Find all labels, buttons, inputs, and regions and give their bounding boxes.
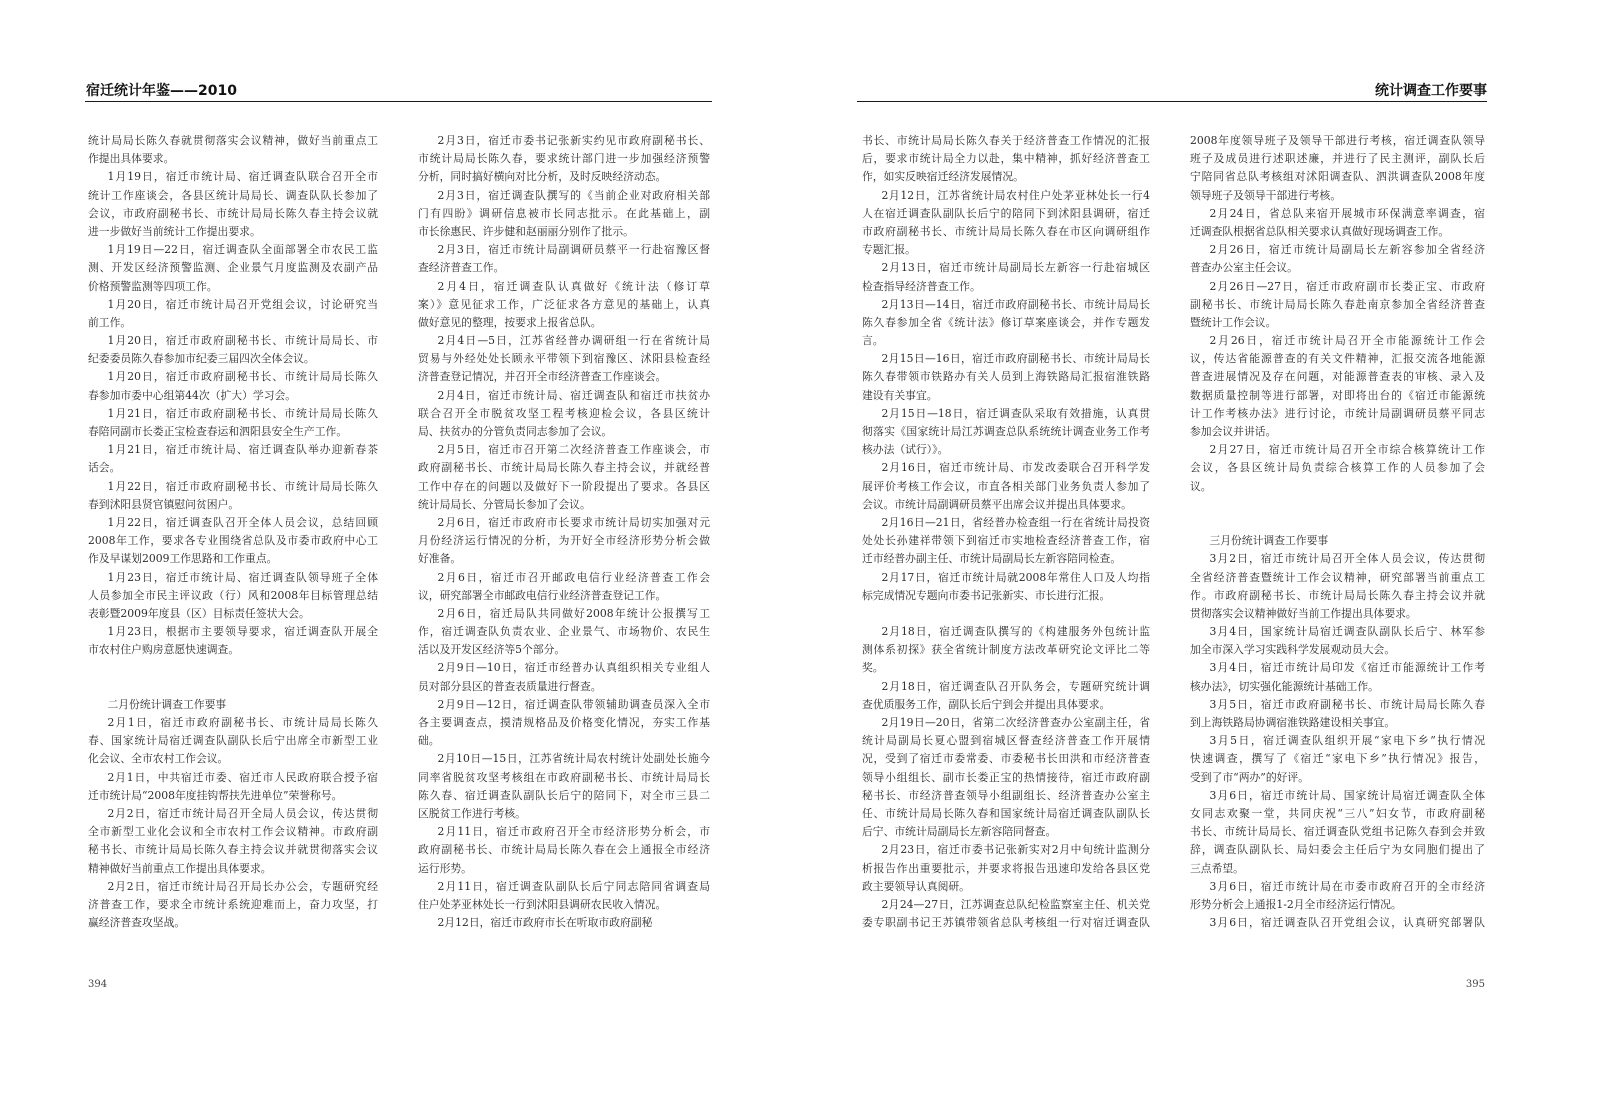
text-line: 2月15日—18日，宿迁调查队采取有效措施，认真贯 bbox=[881, 406, 1150, 420]
text-line: 门有四盼》调研信息被市长同志批示。在此基础上，副 bbox=[418, 206, 710, 220]
text-line: 1月22日，宿迁调查队召开全体人员会议，总结回顾 bbox=[107, 515, 378, 529]
paragraph bbox=[1190, 659, 1485, 695]
text-line: 政主要领导认真阅研。 bbox=[862, 879, 970, 893]
paragraph bbox=[418, 514, 710, 569]
paragraph bbox=[862, 569, 1150, 605]
text-line: 2月4日—5日，江苏省经普办调研组一行在省统计局 bbox=[437, 334, 710, 348]
paragraph bbox=[88, 441, 378, 477]
text-line: 2月6日，宿迁局队共同做好2008年统计公报撰写工 bbox=[437, 606, 710, 620]
text-line: 核办法（试行）》。 bbox=[862, 443, 949, 457]
text-line: 2月23日，宿迁市委书记张新实对2月中旬统计监测分 bbox=[881, 843, 1150, 857]
text-line: 2月15日—16日，宿迁市政府副秘书长、市统计局局长 bbox=[881, 352, 1150, 366]
paragraph bbox=[88, 296, 378, 332]
text-line: 2月11日，宿迁调查队副队长后宁同志陪同省调查局 bbox=[437, 879, 710, 893]
paragraph bbox=[418, 914, 710, 932]
text-line: 陈久春带领市铁路办有关人员到上海铁路局汇报宿淮铁路 bbox=[862, 370, 1150, 384]
text-column-right bbox=[1190, 132, 1485, 932]
page-number: 395 bbox=[1465, 979, 1485, 990]
page-number: 394 bbox=[88, 979, 108, 990]
text-line: 政府副秘书长、市统计局局长陈久春主持会议，并就经普 bbox=[418, 461, 710, 475]
text-line: 联合召开全市脱贫攻坚工程考核迎检会议，各县区统计 bbox=[418, 406, 710, 420]
text-line: 2月1日，宿迁市政府副秘书长、市统计局局长陈久 bbox=[107, 716, 378, 730]
text-line: 1月20日，宿迁市统计局召开党组会议，讨论研究当 bbox=[107, 297, 378, 311]
text-line: 活以及开发区经济等5个部分。 bbox=[418, 643, 566, 657]
text-line: 分析，同时搞好横向对比分析，及时反映经济动态。 bbox=[418, 170, 667, 184]
text-line: 议。 bbox=[1190, 479, 1212, 493]
text-line: 3月5日，宿迁调查队组织开展“家电下乡”执行情况 bbox=[1209, 734, 1485, 748]
text-line: 3月2日，宿迁市统计局召开全体人员会议，传达贯彻 bbox=[1209, 552, 1485, 566]
paragraph bbox=[88, 368, 378, 404]
paragraph bbox=[1190, 205, 1485, 241]
paragraph bbox=[1190, 787, 1485, 878]
text-column-left bbox=[862, 132, 1150, 932]
text-line: 好准备。 bbox=[418, 552, 462, 566]
paragraph bbox=[418, 241, 710, 277]
text-line: 员对部分县区的普查表质量进行督查。 bbox=[418, 679, 602, 693]
paragraph bbox=[1190, 278, 1485, 333]
text-line: 春、国家统计局宿迁调查队副队长后宁出席全市新型工业 bbox=[88, 734, 378, 748]
text-line: 奖。 bbox=[862, 661, 884, 675]
text-line: 2月4日，宿迁调查队认真做好《统计法（修订草 bbox=[437, 279, 710, 293]
text-line: 2月10日—15日，江苏省统计局农村统计处副处长施今 bbox=[437, 752, 710, 766]
paragraph bbox=[862, 678, 1150, 714]
text-line: 2月16日—21日，省经普办检查组一行在省统计局投资 bbox=[881, 515, 1150, 529]
paragraph bbox=[418, 605, 710, 660]
text-line: 2月3日，宿迁市统计局副调研员蔡平一行赴宿豫区督 bbox=[437, 243, 710, 257]
paragraph bbox=[418, 750, 710, 823]
text-line: 副秘书长、市统计局局长陈久春赴南京参加全省经济普查 bbox=[1190, 297, 1485, 311]
text-line: 1月20日，宿迁市政府副秘书长、市统计局局长陈久 bbox=[107, 370, 378, 384]
text-line: 春参加市委中心组第44次（扩大）学习会。 bbox=[88, 388, 297, 402]
text-line: 住户处茅亚林处长一行到沭阳县调研农民收入情况。 bbox=[418, 897, 667, 911]
text-line: 3月6日，宿迁市统计局、国家统计局宿迁调查队全体 bbox=[1209, 788, 1485, 802]
paragraph bbox=[1190, 550, 1485, 623]
text-line: 济普查登记情况，并召开全市经济普查工作座谈会。 bbox=[418, 370, 667, 384]
paragraph bbox=[88, 805, 378, 878]
text-line: 各主要调查点，摸清规格品及价格变化情况，夯实工作基 bbox=[418, 716, 710, 729]
text-line: 2月6日，宿迁市召开邮政电信行业经济普查工作会 bbox=[437, 570, 710, 584]
paragraph bbox=[1190, 878, 1485, 914]
text-line: 领导小组组长、副市长娄正宝的热情接待，宿迁市政府副 bbox=[862, 770, 1150, 784]
text-line: 春到沭阳县贤官镇慰问贫困户。 bbox=[88, 497, 240, 511]
text-line: 政府副秘书长、市统计局局长陈久春在会上通报全市经济 bbox=[418, 843, 710, 857]
paragraph bbox=[418, 696, 710, 751]
text-line: 1月21日，宿迁市统计局、宿迁调查队举办迎新春茶 bbox=[107, 443, 378, 457]
paragraph bbox=[88, 514, 378, 569]
right-page bbox=[804, 0, 1609, 1099]
text-line: 形势分析会上通报1-2月全市经济运行情况。 bbox=[1190, 897, 1402, 911]
text-line: 局、扶贫办的分管负责同志参加了会议。 bbox=[418, 425, 613, 438]
text-line: 统计工作座谈会，各县区统计局局长、调查队队长参加了 bbox=[88, 188, 378, 202]
paragraph bbox=[418, 332, 710, 387]
text-line: 议，研究部署全市邮政电信行业经济普查登记工作。 bbox=[418, 588, 667, 602]
text-line: 1月19日，宿迁市统计局、宿迁调查队联合召开全市 bbox=[107, 170, 378, 184]
text-line: 标完成情况专题向市委书记张新实、市长进行汇报。 bbox=[862, 588, 1111, 602]
section-heading: 三月份统计调查工作要事 bbox=[1209, 534, 1329, 548]
section-heading: 二月份统计调查工作要事 bbox=[107, 697, 227, 711]
text-line: 况，受到了宿迁市委常委、市委秘书长田洪和市经济普查 bbox=[862, 752, 1150, 766]
text-line: 3月6日，宿迁市统计局在市委市政府召开的全市经济 bbox=[1209, 879, 1485, 893]
paragraph bbox=[862, 259, 1150, 295]
paragraph bbox=[862, 623, 1150, 678]
text-line: 作提出具体要求。 bbox=[88, 152, 175, 166]
text-line: 赢经济普查攻坚战。 bbox=[88, 916, 186, 930]
blank-line bbox=[862, 605, 1150, 623]
text-line: 核办法》，切实强化能源统计基础工作。 bbox=[1190, 679, 1379, 693]
paragraph bbox=[88, 623, 378, 659]
text-line: 础。 bbox=[418, 734, 440, 748]
header-rule bbox=[85, 101, 712, 102]
text-line: 到上海铁路局协调宿淮铁路建设相关事宜。 bbox=[1190, 716, 1396, 730]
text-line: 任、市统计局局长陈久春和国家统计局宿迁调查队副队长 bbox=[862, 806, 1150, 820]
text-line: 市长徐惠民、许步健和赵丽丽分别作了批示。 bbox=[418, 224, 634, 238]
text-line: 全市新型工业化会议和全市农村工作会议精神。市政府副 bbox=[88, 825, 378, 839]
paragraph bbox=[88, 714, 378, 769]
text-line: 1月21日，宿迁市政府副秘书长、市统计局局长陈久 bbox=[107, 406, 378, 420]
text-line: 书长、市统计局局长陈久春关于经济普查工作情况的汇报 bbox=[862, 134, 1150, 147]
header-rule bbox=[857, 101, 1487, 102]
text-line: 2月18日，宿迁调查队撰写的《构建服务外包统计监 bbox=[881, 625, 1150, 639]
text-line: 委专职副书记王苏镇带领省总队考核组一行对宿迁调查队 bbox=[862, 916, 1150, 930]
text-line: 春陪同副市长娄正宝检查春运和泗阳县安全生产工作。 bbox=[88, 425, 348, 438]
text-line: 化会议、全市农村工作会议。 bbox=[88, 752, 229, 766]
text-line: 2月5日，宿迁市召开第二次经济普查工作座谈会，市 bbox=[437, 443, 710, 457]
text-line: 检查指导经济普查工作。 bbox=[862, 279, 981, 293]
paragraph bbox=[1190, 241, 1485, 277]
paragraph bbox=[862, 514, 1150, 569]
text-line: 人在宿迁调查队副队长后宁的陪同下到沭阳县调研，宿迁 bbox=[862, 206, 1150, 220]
text-line: 同率省脱贫攻坚考核组在市政府副秘书长、市统计局局长 bbox=[418, 770, 710, 784]
text-line: 3月5日，宿迁市政府副秘书长、市统计局局长陈久春 bbox=[1209, 697, 1485, 711]
paragraph bbox=[1190, 623, 1485, 659]
text-line: 领导班子及领导干部进行考核。 bbox=[1190, 188, 1342, 202]
text-line: 前工作。 bbox=[88, 315, 132, 329]
text-line: 话会。 bbox=[88, 461, 121, 475]
paragraph bbox=[88, 878, 378, 933]
text-line: 2月16日，宿迁市统计局、市发改委联合召开科学发 bbox=[881, 461, 1150, 475]
paragraph bbox=[862, 841, 1150, 896]
paragraph bbox=[88, 569, 378, 624]
text-line: 陈久春参加全省《统计法》修订草案座谈会，并作专题发 bbox=[862, 315, 1150, 329]
text-line: 作，如实反映宿迁经济发展情况。 bbox=[862, 170, 1024, 184]
text-line: 会议，市政府副秘书长、市统计局局长陈久春主持会议就 bbox=[88, 206, 378, 220]
text-line: 2月2日，宿迁市统计局召开全局人员会议，传达贯彻 bbox=[107, 806, 378, 820]
paragraph bbox=[862, 296, 1150, 351]
text-line: 加全市深入学习实践科学发展观动员大会。 bbox=[1190, 643, 1396, 657]
text-line: 析报告作出重要批示，并要求将报告迅速印发给各县区党 bbox=[862, 861, 1150, 875]
paragraph bbox=[1190, 332, 1485, 441]
text-line: 价格预警监测等四项工作。 bbox=[88, 279, 218, 293]
text-line: 贸易与外经处处长顾永平带领下到宿豫区、沭阳县检查经 bbox=[418, 352, 710, 366]
paragraph bbox=[88, 405, 378, 441]
text-line: 2月27日，宿迁市统计局召开全市综合核算统计工作 bbox=[1209, 443, 1485, 457]
text-line: 言。 bbox=[862, 334, 884, 348]
text-line: 快速调查，撰写了《宿迁“家电下乡”执行情况》报告， bbox=[1190, 752, 1485, 766]
text-line: 2月26日—27日，宿迁市政府副市长娄正宝、市政府 bbox=[1209, 279, 1485, 293]
text-line: 展评价考核工作会议，市直各相关部门业务负责人参加了 bbox=[862, 479, 1150, 493]
text-line: 彻落实《国家统计局江苏调查总队系统统计调查业务工作考 bbox=[862, 425, 1150, 438]
paragraph bbox=[1190, 914, 1485, 932]
text-line: 2008年度领导班子及领导干部进行考核，宿迁调查队领导 bbox=[1190, 134, 1485, 147]
text-line: 进一步做好当前统计工作提出要求。 bbox=[88, 224, 261, 238]
text-line: 三点希望。 bbox=[1190, 861, 1244, 875]
text-line: 后宁、市统计局副局长左新容陪同督查。 bbox=[862, 825, 1057, 839]
text-line: 2月19日—20日，省第二次经济普查办公室副主任，省 bbox=[881, 716, 1150, 729]
paragraph bbox=[418, 659, 710, 695]
text-line: 统计局局长、分管局长参加了会议。 bbox=[418, 497, 591, 511]
text-line: 测体系初探》获全省统计制度方法改革研究论文评比二等 bbox=[862, 643, 1150, 657]
text-line: 市政府副秘书长、市统计局局长陈久春在市区向调研组作 bbox=[862, 224, 1150, 238]
paragraph bbox=[862, 405, 1150, 460]
text-line: 迁市经普办副主任、市统计局副局长左新容陪同检查。 bbox=[862, 552, 1122, 566]
paragraph bbox=[862, 714, 1150, 841]
paragraph bbox=[862, 132, 1150, 187]
text-line: 1月22日，宿迁市政府副秘书长、市统计局局长陈久 bbox=[107, 479, 378, 493]
text-line: 表彰暨2009年度县（区）目标责任签状大会。 bbox=[88, 606, 310, 620]
text-line: 普查进展情况及存在问题，对能源普查表的审核、录入及 bbox=[1190, 370, 1485, 384]
text-line: 统计局副局长夏心盟到宿城区督查经济普查工作开展情 bbox=[862, 734, 1150, 748]
text-line: 专题汇报。 bbox=[862, 243, 916, 257]
text-line: 3月6日，宿迁调查队召开党组会议，认真研究部署队 bbox=[1209, 916, 1485, 930]
text-line: 2月12日，江苏省统计局农村住户处茅亚林处长一行4 bbox=[881, 188, 1150, 202]
text-line: 普查办公室主任会议。 bbox=[1190, 261, 1298, 275]
text-line: 秘书长、市统计局局长陈久春主持会议并就贯彻落实会议 bbox=[88, 843, 378, 857]
text-line: 议，传达省能源普查的有关文件精神，汇报交流各地能源 bbox=[1190, 352, 1485, 366]
text-line: 计工作考核办法》进行讨论，市统计局副调研员蔡平同志 bbox=[1190, 406, 1485, 420]
text-line: 1月19日—22日，宿迁调查队全面部署全市农民工监 bbox=[107, 243, 378, 257]
text-line: 数据质量控制等进行部署，对即将出台的《宿迁市能源统 bbox=[1190, 388, 1485, 402]
paragraph bbox=[418, 278, 710, 333]
text-line: 查经济普查工作。 bbox=[418, 261, 505, 275]
text-line: 工作中存在的问题以及做好下一阶段提出了要求。各县区 bbox=[418, 479, 710, 493]
text-line: 3月4日，国家统计局宿迁调查队副队长后宁、林军参 bbox=[1209, 625, 1485, 639]
running-header-section: 统计调查工作要事 bbox=[1375, 83, 1487, 99]
paragraph bbox=[418, 132, 710, 187]
paragraph bbox=[88, 168, 378, 241]
text-line: 会议。市统计局副调研员蔡平出席会议并提出具体要求。 bbox=[862, 497, 1132, 511]
text-line: 2月26日，宿迁市统计局召开全市能源统计工作会 bbox=[1209, 334, 1485, 348]
text-line: 人员参加全市民主评议政（行）风和2008年目标管理总结 bbox=[88, 588, 378, 602]
text-line: 3月4日，宿迁市统计局印发《宿迁市能源统计工作考 bbox=[1209, 661, 1485, 675]
text-line: 受到了市“两办”的好评。 bbox=[1190, 770, 1310, 784]
text-line: 暨统计工作会议。 bbox=[1190, 315, 1277, 329]
left-page bbox=[0, 0, 804, 1099]
text-line: 辞，调查队副队长、局妇委会主任后宁为女同胞们提出了 bbox=[1190, 843, 1485, 857]
text-line: 迁调查队根据省总队相关要求认真做好现场调查工作。 bbox=[1190, 224, 1450, 238]
text-line: 纪委委员陈久春参加市纪委三届四次全体会议。 bbox=[88, 352, 315, 366]
paragraph bbox=[418, 187, 710, 242]
text-line: 统计局局长陈久春就贯彻落实会议精神，做好当前重点工 bbox=[88, 134, 378, 147]
paragraph bbox=[88, 478, 378, 514]
text-line: 秘书长、市经济普查领导小组副组长、经济普查办公室主 bbox=[862, 788, 1150, 802]
text-line: 市农村住户购房意愿快速调查。 bbox=[88, 643, 240, 657]
text-line: 2月4日，宿迁市统计局、宿迁调查队和宿迁市扶贫办 bbox=[437, 388, 710, 402]
text-line: 市统计局局长陈久春，要求统计部门进一步加强经济预警 bbox=[418, 152, 710, 166]
text-line: 班子及成员进行述职述廉，并进行了民主测评，副队长后 bbox=[1190, 152, 1485, 166]
text-line: 运行形势。 bbox=[418, 861, 472, 875]
paragraph bbox=[88, 769, 378, 805]
text-line: 月份经济运行情况的分析，为开好全市经济形势分析会做 bbox=[418, 534, 710, 548]
text-line: 2月9日—10日，宿迁市经普办认真组织相关专业组人 bbox=[437, 661, 710, 675]
paragraph bbox=[418, 878, 710, 914]
text-line: 迁市统计局“2008年度挂钩帮扶先进单位”荣誉称号。 bbox=[88, 788, 343, 802]
paragraph bbox=[862, 896, 1150, 932]
text-line: 2月3日，宿迁市委书记张新实约见市政府副秘书长、 bbox=[437, 134, 710, 147]
text-line: 2月3日，宿迁调查队撰写的《当前企业对政府相关部 bbox=[437, 188, 710, 202]
paragraph bbox=[88, 132, 378, 168]
text-line: 陈久春、宿迁调查队副队长后宁的陪同下，对全市三县二 bbox=[418, 788, 710, 802]
text-line: 会议，各县区统计局负责综合核算工作的人员参加了会 bbox=[1190, 461, 1485, 475]
text-line: 2月6日，宿迁市政府市长要求市统计局切实加强对元 bbox=[437, 515, 710, 529]
text-line: 济普查工作，要求全市统计系统迎难而上，奋力攻坚，打 bbox=[88, 897, 378, 911]
text-line: 贯彻落实会议精神做好当前工作提出具体要求。 bbox=[1190, 606, 1417, 620]
text-line: 2月17日，宿迁市统计局就2008年常住人口及人均指 bbox=[881, 570, 1150, 584]
text-line: 1月23日，根据市主要领导要求，宿迁调查队开展全 bbox=[107, 625, 378, 639]
paragraph bbox=[418, 569, 710, 605]
paragraph bbox=[1190, 732, 1485, 787]
paragraph bbox=[1190, 696, 1485, 732]
paragraph bbox=[88, 332, 378, 368]
text-line: 2月13日，宿迁市统计局副局长左新容一行赴宿城区 bbox=[881, 261, 1150, 275]
paragraph bbox=[862, 350, 1150, 405]
paragraph bbox=[88, 241, 378, 296]
paragraph bbox=[862, 187, 1150, 260]
text-line: 查优质服务工作，副队长后宁到会并提出具体要求。 bbox=[862, 697, 1111, 711]
text-line: 案）》意见征求工作，广泛征求各方意见的基础上，认真 bbox=[418, 297, 710, 311]
text-line: 2月18日，宿迁调查队召开队务会，专题研究统计调 bbox=[881, 679, 1150, 693]
text-line: 作。市政府副秘书长、市统计局局长陈久春主持会议并就 bbox=[1190, 588, 1485, 602]
text-line: 参加会议并讲话。 bbox=[1190, 425, 1277, 438]
text-line: 1月23日，宿迁市统计局、宿迁调查队领导班子全体 bbox=[107, 570, 378, 584]
text-line: 宁陪同省总队考核组对沭阳调查队、泗洪调查队2008年度 bbox=[1190, 170, 1485, 184]
paragraph bbox=[418, 823, 710, 878]
text-line: 2月11日，宿迁市政府召开全市经济形势分析会，市 bbox=[437, 825, 710, 839]
text-column-right bbox=[418, 132, 710, 932]
text-line: 处处长孙建祥带领下到宿迁市实地检查经济普查工作，宿 bbox=[862, 534, 1150, 548]
text-line: 2月24日，省总队来宿开展城市环保满意率调查，宿 bbox=[1209, 206, 1485, 220]
text-line: 2月2日，宿迁市统计局召开局长办公会，专题研究经 bbox=[107, 879, 378, 893]
text-line: 建设有关事宜。 bbox=[862, 388, 938, 402]
paragraph bbox=[418, 441, 710, 514]
text-line: 2月24—27日，江苏调查总队纪检监察室主任、机关党 bbox=[881, 897, 1150, 911]
paragraph bbox=[1190, 132, 1485, 205]
text-line: 作，宿迁调查队负责农业、企业景气、市场物价、农民生 bbox=[418, 625, 710, 639]
text-line: 区脱贫工作进行考核。 bbox=[418, 806, 526, 820]
text-line: 作及早谋划2009工作思路和工作重点。 bbox=[88, 552, 278, 566]
text-line: 书长、市统计局局长、宿迁调查队党组书记陈久春到会并致 bbox=[1190, 825, 1485, 839]
text-line: 精神做好当前重点工作提出具体要求。 bbox=[88, 861, 272, 875]
text-line: 女同志欢聚一堂，共同庆祝“三八”妇女节，市政府副秘 bbox=[1190, 806, 1485, 820]
text-line: 1月20日，宿迁市政府副秘书长、市统计局局长、市 bbox=[107, 334, 378, 348]
text-line: 2月9日—12日，宿迁调查队带领辅助调查员深入全市 bbox=[437, 697, 710, 711]
paragraph bbox=[418, 387, 710, 442]
text-line: 2月12日，宿迁市政府市长在听取市政府副秘 bbox=[437, 916, 653, 930]
running-header-title: 宿迁统计年鉴——2010 bbox=[86, 83, 237, 99]
text-line: 2月1日，中共宿迁市委、宿迁市人民政府联合授予宿 bbox=[107, 770, 378, 784]
text-line: 做好意见的整理，按要求上报省总队。 bbox=[418, 315, 602, 329]
paragraph bbox=[862, 459, 1150, 514]
paragraph bbox=[1190, 441, 1485, 496]
text-line: 后，要求市统计局全力以赴，集中精神，抓好经济普查工 bbox=[862, 152, 1150, 166]
text-line: 测、开发区经济预警监测、企业景气月度监测及农副产品 bbox=[88, 261, 378, 275]
text-line: 2月13日—14日，宿迁市政府副秘书长、市统计局局长 bbox=[881, 297, 1150, 311]
text-line: 全省经济普查暨统计工作会议精神，研究部署当前重点工 bbox=[1190, 570, 1485, 584]
text-line: 2008年工作，要求各专业围绕省总队及市委市政府中心工 bbox=[88, 534, 378, 548]
text-line: 2月26日，宿迁市统计局副局长左新容参加全省经济 bbox=[1209, 243, 1485, 257]
text-column-left bbox=[88, 132, 378, 932]
